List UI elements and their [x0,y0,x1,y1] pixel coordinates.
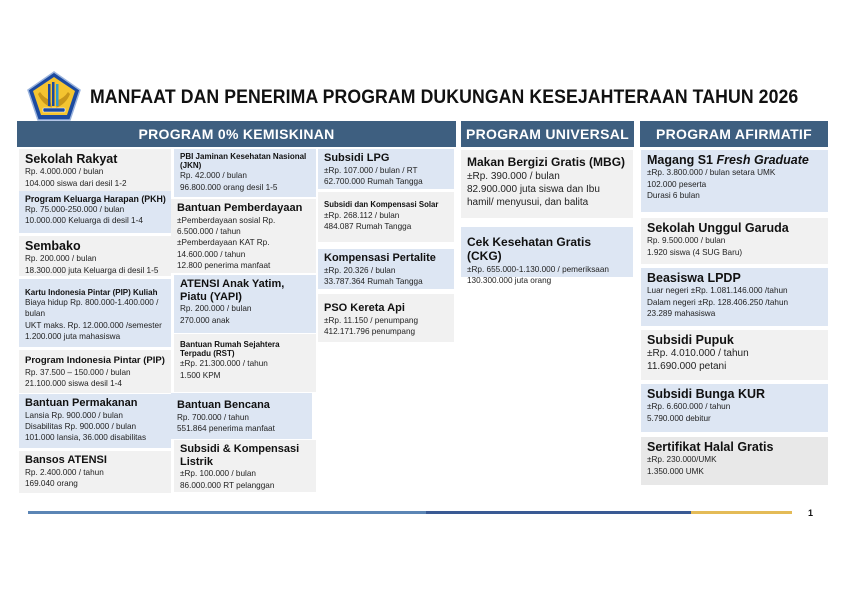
program-card [318,294,454,342]
program-detail: Rp. 200.000 / bulan [180,304,252,314]
program-detail: 86.000.000 RT pelanggan [180,480,275,490]
program-detail: 169.040 orang [25,478,78,488]
program-detail: ±Rp. 20.326 / bulan [324,265,396,275]
program-name: ATENSI Anak Yatim, Piatu (YAPI) [180,278,285,303]
program-detail: Rp. 2.400.000 / tahun [25,467,104,477]
program-detail: 1.200.000 juta mahasiswa [25,332,121,342]
program-card [19,149,171,191]
program-detail: 11.690.000 petani [647,361,727,373]
program-card [19,236,171,276]
program-detail: ±Rp. 230.000/UMK [647,455,717,465]
program-detail: 270.000 anak [180,315,230,325]
program-name: Sekolah Rakyat [25,152,118,166]
program-detail: 104.000 siswa dari desil 1-2 [25,178,127,188]
program-detail: Rp. 37.500 – 150.000 / bulan [25,367,131,377]
program-card [641,268,828,326]
program-name-text: Magang S1 [647,153,717,167]
kemenkeu-logo-icon [26,70,82,122]
program-detail: Rp. 200.000 / bulan [25,254,97,264]
page-title: MANFAAT DAN PENERIMA PROGRAM DUKUNGAN KESEJAHTERAAN TAHUN 2026 [90,87,799,108]
program-card [174,440,316,492]
program-detail: ±Rp. 3.800.000 / bulan setara UMK [647,168,776,178]
program-card [641,437,828,485]
program-detail: Biaya hidup Rp. 800.000-1.400.000 / bulan [25,298,159,319]
program-detail: 1.920 siswa (4 SUG Baru) [647,247,743,257]
program-name: Subsidi & Kompensasi Listrik [180,443,300,468]
program-detail: 96.800.000 orang desil 1-5 [180,182,278,192]
program-detail: 484.087 Rumah Tangga [324,222,412,232]
program-detail: ±Rp. 390.000 / bulan [467,170,560,182]
program-name: Makan Bergizi Gratis (MBG) [467,155,626,169]
program-detail: ±Rp. 21.300.000 / tahun [180,359,268,369]
program-detail: Rp. 4.000.000 / bulan [25,167,104,177]
program-name: Subsidi Pupuk [647,333,734,347]
program-name: Subsidi Bunga KUR [647,387,766,401]
program-detail: ±Rp. 11.150 / penumpang [324,315,419,325]
program-card [19,350,171,393]
program-detail: 1.500 KPM [180,370,221,380]
program-detail: Dalam negeri ±Rp. 128.406.250 /tahun [647,297,789,307]
program-detail: 62.700.000 Rumah Tangga [324,176,423,186]
program-detail: Luar negeri ±Rp. 1.081.146.000 /tahun [647,286,788,296]
program-name: Bantuan Permakanan [25,397,138,409]
program-name: Cek Kesehatan Gratis (CKG) [467,235,592,263]
program-detail: 102.000 peserta [647,179,707,189]
program-detail: 412.171.796 penumpang [324,326,416,336]
program-detail: ±Rp. 107.000 / bulan / RT [324,165,418,175]
program-detail: ±Rp. 4.010.000 / tahun [647,348,749,360]
program-name: Beasiswa LPDP [647,271,741,285]
program-detail: 12.800 penerima manfaat [177,260,271,270]
program-name: Sertifikat Halal Gratis [647,440,774,454]
program-card [19,191,171,233]
program-detail: 23.289 mahasiswa [647,308,716,318]
program-name: Subsidi dan Kompensasi Solar [324,200,439,209]
program-detail: Lansia Rp. 900.000 / bulan [25,410,123,420]
program-detail: 82.900.000 juta siswa dan Ibu hamil/ menyusui, dan balita [467,183,600,208]
program-detail: 5.790.000 debitur [647,413,711,423]
program-detail: ±Rp. 268.112 / bulan [324,210,400,220]
footer-bar-dark-blue [426,511,691,514]
program-detail: 21.100.000 siswa desil 1-4 [25,379,122,389]
program-card [461,150,633,218]
program-card [641,150,828,212]
program-name: Bantuan Bencana [177,399,270,411]
program-card [19,394,171,448]
program-detail: Durasi 6 bulan [647,190,700,200]
program-detail: 33.787.364 Rumah Tangga [324,276,423,286]
program-detail: ±Rp. 6.600.000 / tahun [647,402,731,412]
program-name: Bantuan Pemberdayaan [177,202,303,214]
program-name: PSO Kereta Api [324,302,405,314]
program-detail: 551.864 penerima manfaat [177,423,275,433]
page-number: 1 [808,508,814,518]
program-name: Bansos ATENSI [25,454,107,466]
program-card [174,149,316,197]
section-header-kemiskinan: PROGRAM 0% KEMISKINAN [17,121,456,147]
program-card [318,249,454,289]
program-name: Kompensasi Pertalite [324,252,436,264]
program-detail: 101.000 lansia, 36.000 disabilitas [25,433,147,443]
program-detail: 130.300.000 juta orang [467,275,552,285]
program-name: Program Indonesia Pintar (PIP) [25,355,165,366]
program-card [171,199,316,273]
program-detail: Disabilitas Rp. 900.000 / bulan [25,421,137,431]
program-name: Subsidi LPG [324,152,390,164]
footer-bar-gold [691,511,792,514]
section-header-universal: PROGRAM UNIVERSAL [461,121,634,147]
program-detail: Rp. 42.000 / bulan [180,171,247,181]
program-name: PBI Jaminan Kesehatan Nasional (JKN) [180,152,307,171]
program-detail: ±Rp. 655.000-1.130.000 / pemeriksaan [467,264,609,274]
program-detail: Rp. 75.000-250.000 / bulan [25,205,125,215]
program-card [318,192,454,242]
program-card [19,451,171,493]
section-header-afirmatif: PROGRAM AFIRMATIF [640,121,828,147]
program-name [647,153,823,167]
footer-bar-light-blue [28,511,426,514]
program-detail: ±Pemberdayaan sosial Rp. 6.500.000 / tahun [177,215,276,236]
program-detail: 10.000.000 Keluarga di desil 1-4 [25,216,143,226]
program-card [19,279,171,347]
program-detail: ±Rp. 100.000 / bulan [180,469,256,479]
program-name: Sembako [25,239,81,253]
program-card [318,149,454,189]
program-card [641,384,828,432]
program-detail: 1.350.000 UMK [647,466,704,476]
program-detail: UKT maks. Rp. 12.000.000 /semester [25,320,162,330]
program-detail: ±Pemberdayaan KAT Rp. 14.600.000 / tahun [177,238,270,259]
program-detail: 18.300.000 juta Keluarga di desil 1-5 [25,265,159,275]
program-card [171,393,312,439]
program-name: Program Keluarga Harapan (PKH) [25,194,166,204]
program-card [174,275,316,333]
program-name: Bantuan Rumah Sejahtera Terpadu (RST) [180,340,280,359]
program-card [461,227,633,285]
program-name: Sekolah Unggul Garuda [647,221,789,235]
program-detail: Rp. 9.500.000 / bulan [647,236,726,246]
program-detail: Rp. 700.000 / tahun [177,412,249,422]
program-name-italic: Fresh Graduate [716,153,809,167]
program-card [174,334,316,392]
program-name: Kartu Indonesia Pintar (PIP) Kuliah [25,288,158,297]
program-card [641,330,828,380]
program-card [641,218,828,264]
